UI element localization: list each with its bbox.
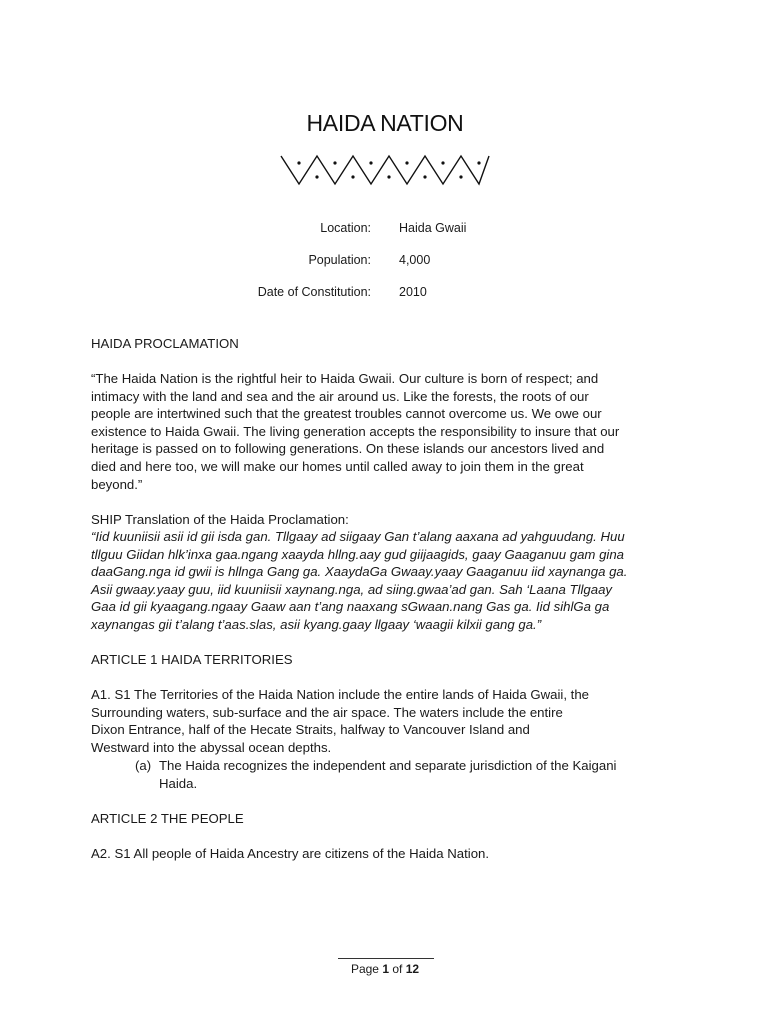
text-line: intimacy with the land and sea and the air around us. Like the forests, the roots of our bbox=[91, 388, 589, 404]
proclamation-text bbox=[91, 370, 681, 493]
translation-heading: SHIP Translation of the Haida Proclamation: bbox=[91, 512, 349, 527]
footer-page-number: 1 bbox=[382, 962, 389, 976]
meta-value: 2010 bbox=[399, 285, 427, 299]
text-line: died and here too, we will make our homes until called away to join them in the great bbox=[91, 458, 584, 474]
proclamation-heading: HAIDA PROCLAMATION bbox=[91, 336, 239, 351]
text-line: The Haida recognizes the independent and separate jurisdiction of the Kaigani bbox=[159, 758, 617, 773]
text-line: beyond.” bbox=[91, 476, 143, 492]
text-line: daaGang.nga id gwii is hllnga Gang ga. XaaydaGa Gwaay.yaay Gaaganuu iid xaynanga ga. bbox=[91, 564, 628, 580]
footer-middle: of bbox=[389, 962, 406, 976]
page-footer bbox=[0, 962, 770, 976]
footer-divider bbox=[338, 958, 434, 959]
text-line: Gaa id gii kyaagang.ngaay Gaaw aan t’ang naaxang sGwaan.nang Gas ga. Iid sihlGa ga bbox=[91, 599, 610, 615]
article2-heading: ARTICLE 2 THE PEOPLE bbox=[91, 811, 244, 826]
text-line: heritage is passed on to following generations. On these islands our ancestors lived and bbox=[91, 441, 605, 457]
article1-heading: ARTICLE 1 HAIDA TERRITORIES bbox=[91, 652, 293, 667]
zigzag-dots-ornament-icon bbox=[277, 152, 493, 188]
sub-item-marker: (a) bbox=[135, 758, 152, 773]
footer-prefix: Page bbox=[350, 962, 383, 976]
text-line: Haida. bbox=[159, 775, 198, 791]
text-line: people are intertwined such that the greatest troubles cannot overcome us. We owe our bbox=[91, 406, 602, 422]
meta-value: 4,000 bbox=[399, 253, 431, 267]
meta-value: Haida Gwaii bbox=[399, 221, 467, 235]
article1-sub-item bbox=[135, 757, 675, 792]
translation-text bbox=[91, 528, 681, 634]
text-line: “Iid kuuniisii asii id gii isda gan. Tllgaay ad siigaay Gan t’alang aaxana ad yahguudang. Huu bbox=[91, 529, 625, 544]
text-line: Surrounding waters, sub-surface and the air space. The waters include the entire bbox=[91, 704, 563, 720]
text-line: Westward into the abyssal ocean depths. bbox=[91, 739, 332, 755]
sub-item-text bbox=[159, 757, 675, 792]
meta-label: Date of Constitution: bbox=[257, 285, 371, 299]
meta-label: Population: bbox=[308, 253, 371, 267]
article1-text bbox=[91, 686, 681, 756]
article2-text: A2. S1 All people of Haida Ancestry are citizens of the Haida Nation. bbox=[91, 846, 490, 861]
text-line: Asii gwaay.yaay guu, iid kuuniisii xaynang.nga, ad siing.gwaa’ad gan. Sah ‘Laana Tllgaay bbox=[91, 581, 612, 597]
text-line: tllguu Giidan hlk’inxa gaa.ngang xaayda hllng.aay gud giijaagids, gaay Gaaganuu gam gina bbox=[91, 546, 625, 562]
text-line: existence to Haida Gwaii. The living generation accepts the responsibility to insure that our bbox=[91, 423, 620, 439]
text-line: A1. S1 The Territories of the Haida Nation include the entire lands of Haida Gwaii, the bbox=[91, 687, 589, 702]
footer-page-total: 12 bbox=[405, 962, 420, 976]
meta-label: Location: bbox=[320, 221, 371, 235]
text-line: “The Haida Nation is the rightful heir to Haida Gwaii. Our culture is born of respect; and bbox=[91, 371, 599, 386]
document-title: HAIDA NATION bbox=[306, 110, 464, 136]
text-line: Dixon Entrance, half of the Hecate Straits, halfway to Vancouver Island and bbox=[91, 722, 530, 738]
text-line: xaynangas gii t’alang t’aas.slas, asii kyang.gaay llgaay ‘waagii kilxii gang ga.” bbox=[91, 616, 542, 632]
